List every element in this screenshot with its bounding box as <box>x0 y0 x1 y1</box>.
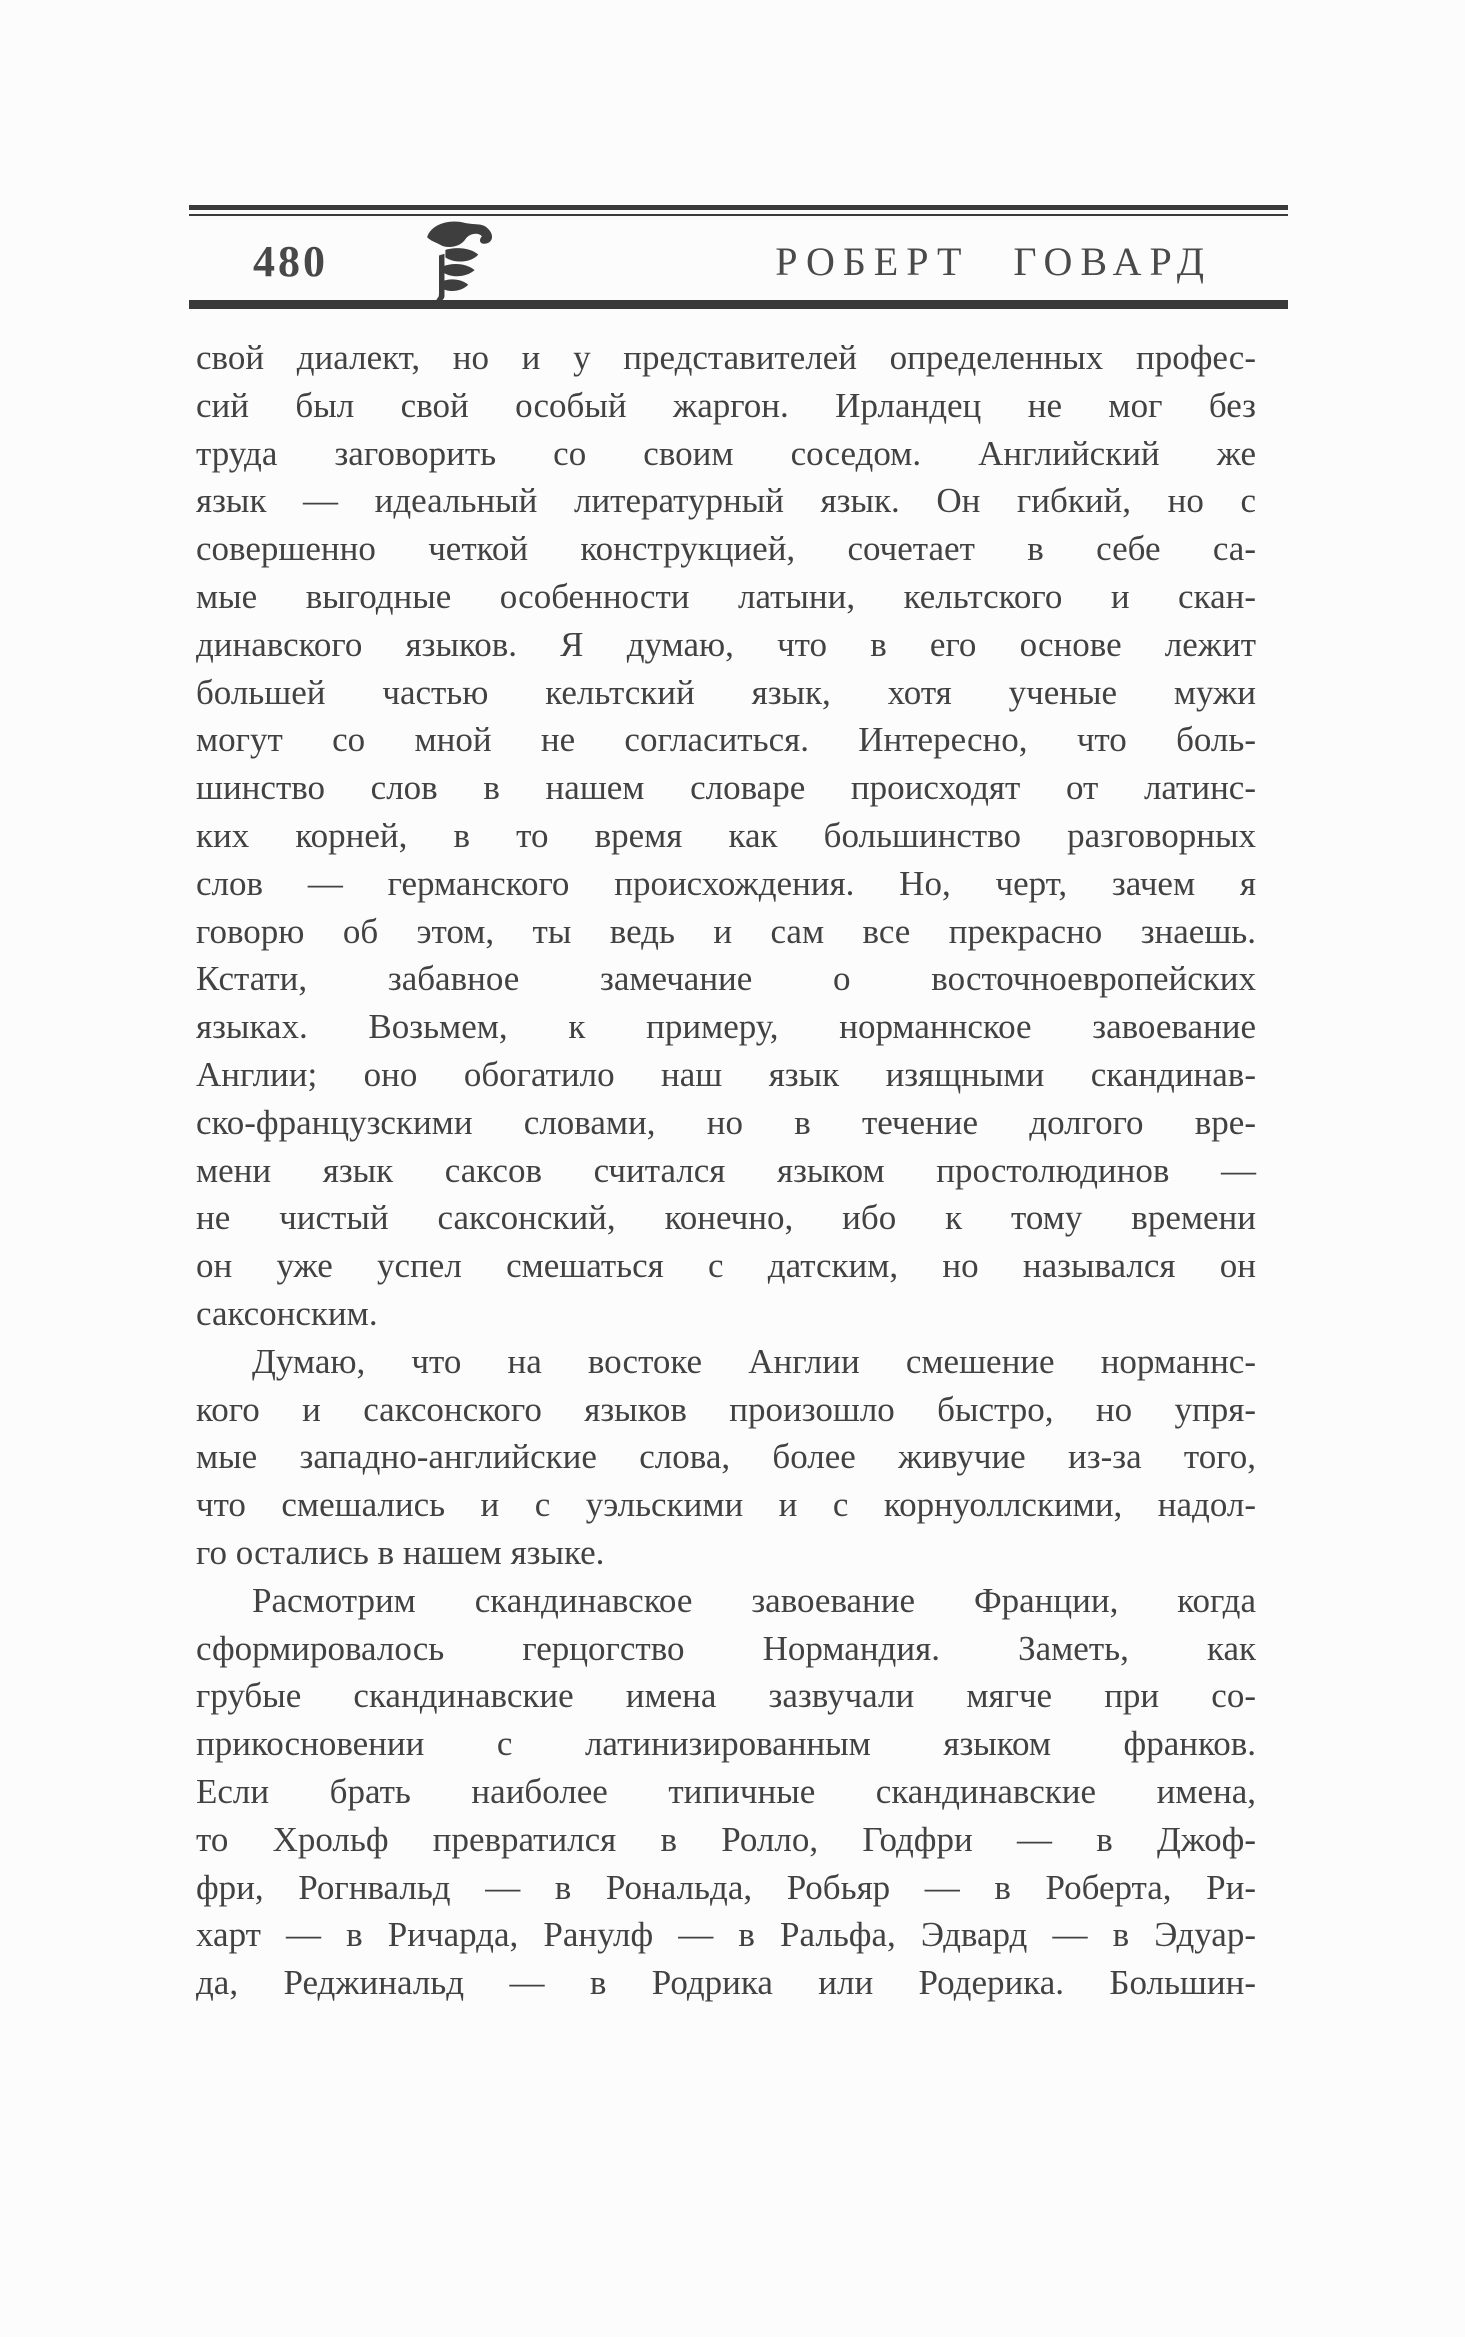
text-line: совершенно четкой конструкцией, сочетает в себе са- <box>196 529 1256 569</box>
text-line: мени язык саксов считался языком простолюдинов — <box>196 1150 1256 1190</box>
page-body <box>196 334 1256 2007</box>
text-line: труда заговорить со своим соседом. Английский же <box>196 433 1256 473</box>
text-line: ких корней, в то время как большинство разговорных <box>196 815 1256 855</box>
page-header <box>189 222 1288 300</box>
text-line: слов — германского происхождения. Но, черт, зачем я <box>196 863 1256 903</box>
text-line: грубые скандинавские имена зазвучали мягче при со- <box>196 1676 1256 1716</box>
text-line: прикосновении с латинизированным языком франков. <box>196 1724 1256 1764</box>
text-line: динавского языков. Я думаю, что в его основе лежит <box>196 624 1256 664</box>
text-line: саксонским. <box>196 1293 378 1333</box>
running-title: РОБЕРТ ГОВАРД <box>775 238 1212 284</box>
header-top-rule <box>189 205 1288 216</box>
text-line: сий был свой особый жаргон. Ирландец не мог без <box>196 385 1256 425</box>
text-line: свой диалект, но и у представителей определенных профес- <box>196 338 1256 377</box>
text-line: язык — идеальный литературный язык. Он гибкий, но с <box>196 481 1256 521</box>
text-line: Расмотрим скандинавское завоевание Франции, когда <box>252 1580 1256 1620</box>
text-line: Кстати, забавное замечание о восточноевропейских <box>196 959 1256 999</box>
text-line: то Хрольф превратился в Ролло, Годфри — в Джоф- <box>196 1819 1256 1859</box>
publisher-ornament-icon <box>414 219 506 303</box>
text-line: фри, Рогнвальд — в Рональда, Робьяр — в Роберта, Ри- <box>196 1867 1256 1907</box>
text-line: мые выгодные особенности латыни, кельтского и скан- <box>196 576 1256 616</box>
text-line: языках. Возьмем, к примеру, норманнское завоевание <box>196 1007 1256 1047</box>
text-line: сформировалось герцогство Нормандия. Заметь, как <box>196 1628 1256 1668</box>
text-line: харт — в Ричарда, Ранулф — в Ральфа, Эдвард — в Эдуар- <box>196 1915 1256 1955</box>
text-line: могут со мной не согласиться. Интересно, что боль- <box>196 720 1256 760</box>
text-line: да, Реджинальд — в Родрика или Родерика. Большин- <box>196 1963 1256 2003</box>
text-line: говорю об этом, ты ведь и сам все прекрасно знаешь. <box>196 911 1256 951</box>
text-line: он уже успел смешаться с датским, но назывался он <box>196 1246 1256 1286</box>
text-line: ско-французскими словами, но в течение долгого вре- <box>196 1102 1256 1142</box>
text-line: большей частью кельтский язык, хотя ученые мужи <box>196 672 1256 712</box>
text-line: Англии; оно обогатило наш язык изящными скандинав- <box>196 1054 1256 1094</box>
header-top-rule-thin <box>189 214 1288 216</box>
text-line: Думаю, что на востоке Англии смешение норманнс- <box>252 1341 1256 1381</box>
header-top-rule-thick <box>189 205 1288 210</box>
text-line: шинство слов в нашем словаре происходят от латинс- <box>196 768 1256 808</box>
page-number: 480 <box>253 236 328 286</box>
text-line: не чистый саксонский, конечно, ибо к тому времени <box>196 1198 1256 1238</box>
text-line: кого и саксонского языков произошло быстро, но упря- <box>196 1389 1256 1429</box>
text-line: Если брать наиболее типичные скандинавские имена, <box>196 1771 1256 1811</box>
text-line: го остались в нашем языке. <box>196 1532 605 1572</box>
text-line: мые западно-английские слова, более живучие из-за того, <box>196 1437 1256 1477</box>
header-bottom-rule <box>189 300 1288 309</box>
text-line: что смешались и с уэльскими и с корнуоллскими, надол- <box>196 1485 1256 1525</box>
